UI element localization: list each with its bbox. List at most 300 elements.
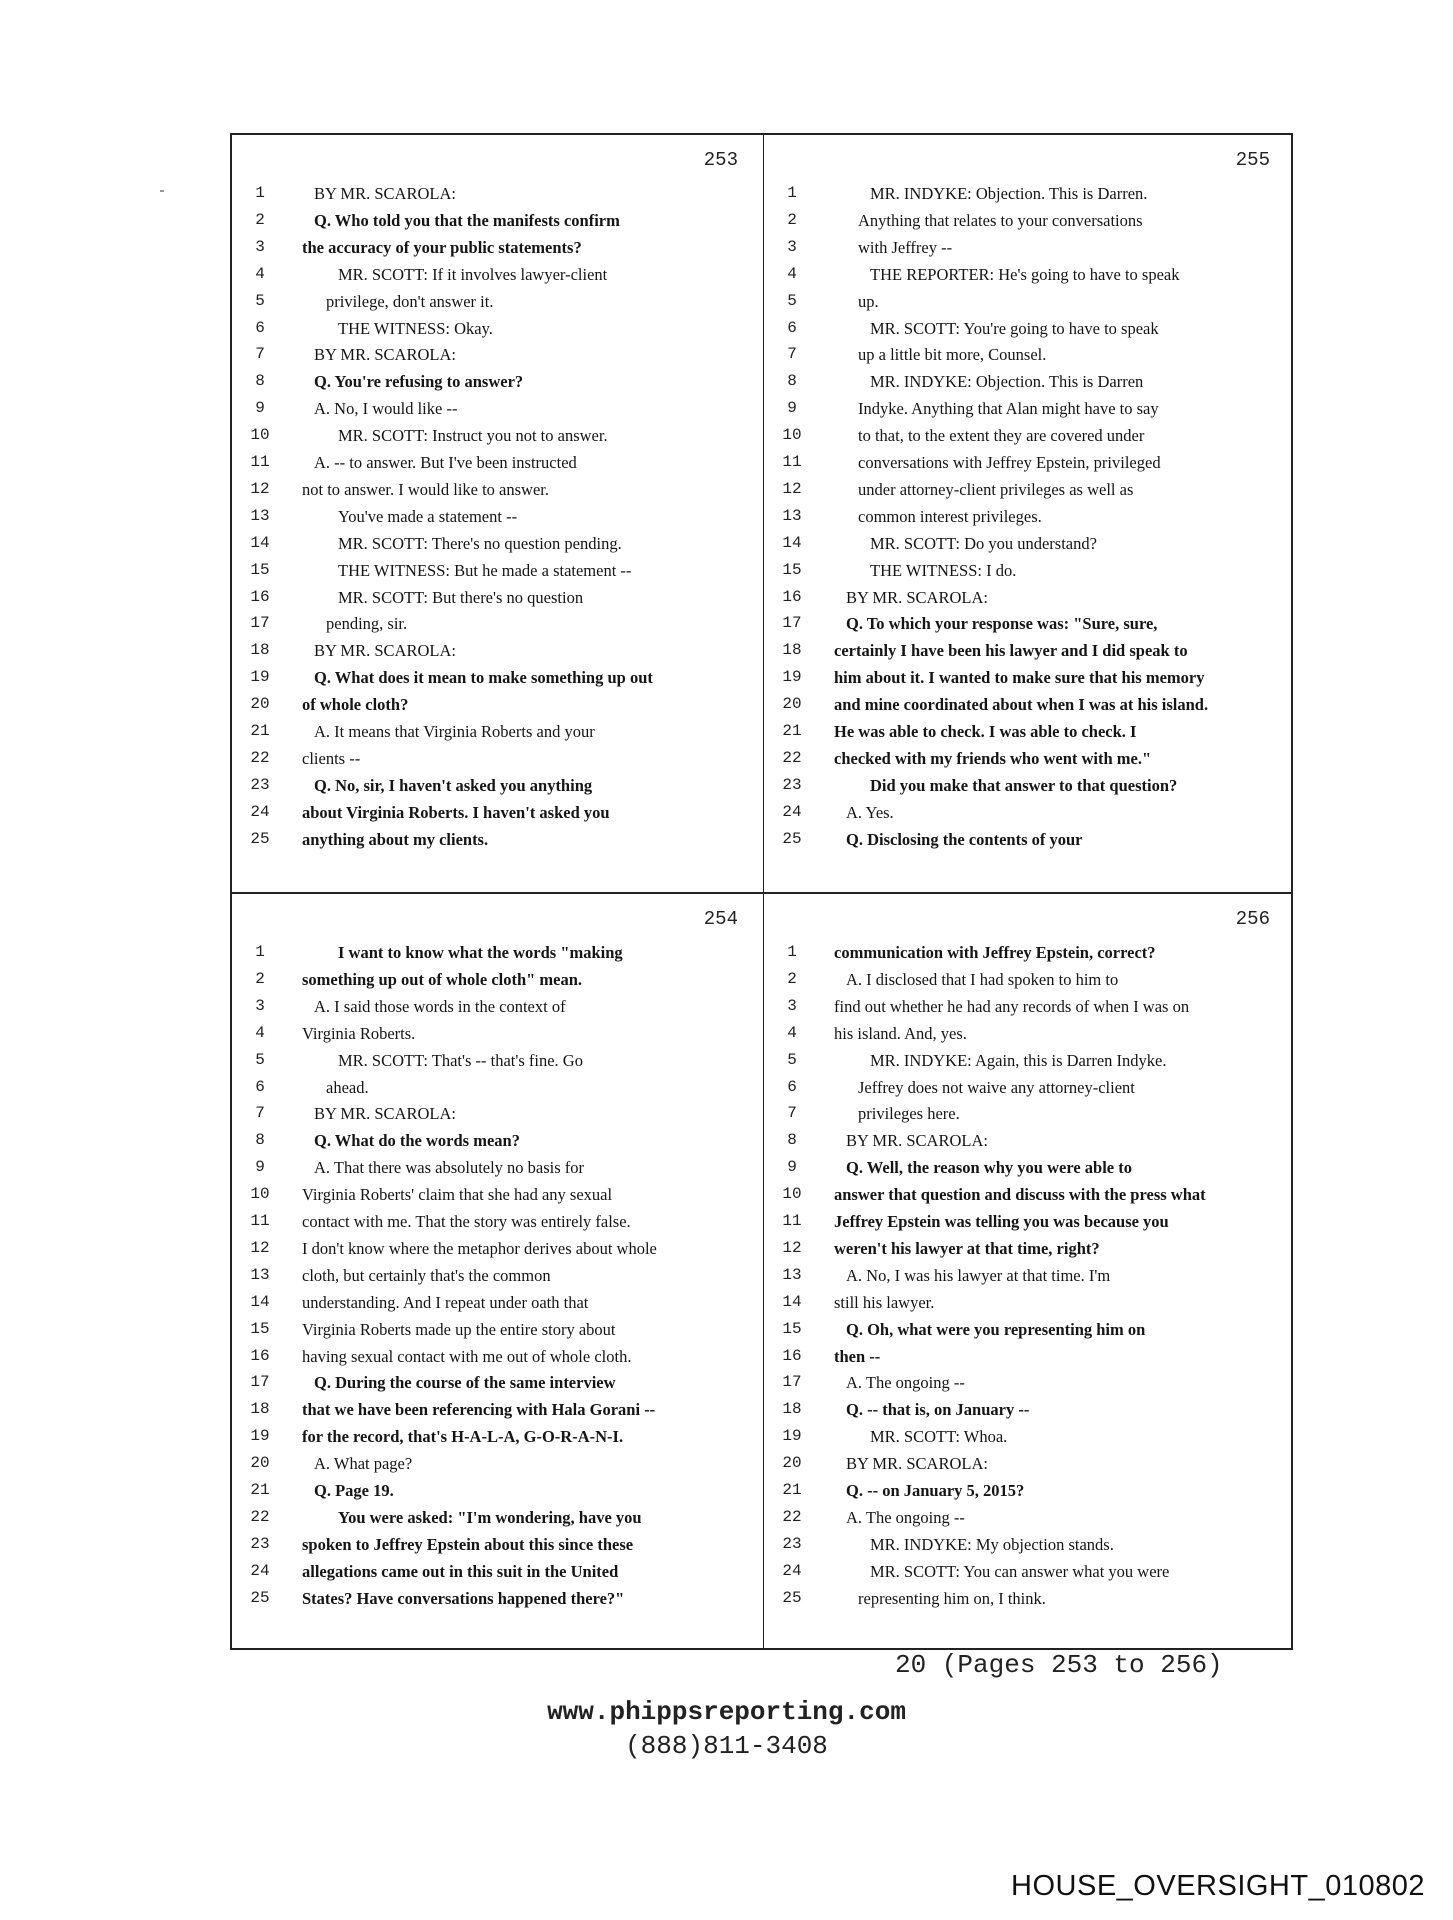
line-text: find out whether he had any records of when I was on — [834, 996, 1190, 1016]
line-text: MR. INDYKE: Again, this is Darren Indyke. — [870, 1050, 1167, 1070]
line-text: A. No, I was his lawyer at that time. I'm — [846, 1265, 1111, 1285]
line-number: 5 — [255, 291, 265, 310]
line-number: 12 — [250, 479, 270, 498]
transcript-line — [764, 691, 1294, 718]
transcript-line — [764, 1450, 1294, 1477]
transcript-line — [232, 1316, 762, 1343]
transcript-line — [232, 1369, 762, 1396]
line-number: 17 — [250, 614, 270, 633]
line-number: 23 — [250, 775, 270, 794]
transcript-line — [764, 966, 1294, 993]
line-number: 9 — [787, 1158, 797, 1177]
line-number: 2 — [787, 210, 797, 229]
line-number: 14 — [250, 1292, 270, 1311]
line-text: You were asked: "I'm wondering, have you — [338, 1507, 642, 1527]
transcript-line — [232, 395, 762, 422]
line-number: 17 — [782, 1373, 802, 1392]
line-number: 5 — [787, 1050, 797, 1069]
line-text: and mine coordinated about when I was at his island. — [834, 695, 1209, 715]
line-number: 22 — [782, 1507, 802, 1526]
line-number: 1 — [787, 184, 797, 202]
line-text: MR. SCOTT: If it involves lawyer-client — [338, 264, 608, 284]
line-text: Virginia Roberts. — [302, 1023, 416, 1043]
line-number: 19 — [250, 1427, 270, 1446]
line-number: 6 — [255, 1077, 265, 1096]
line-text: Jeffrey does not waive any attorney-client — [858, 1077, 1135, 1097]
transcript-line — [232, 368, 762, 395]
line-number: 18 — [782, 1400, 802, 1419]
transcript-line — [764, 610, 1294, 637]
line-number: 1 — [255, 943, 265, 961]
transcript-line — [232, 1423, 762, 1450]
line-number: 16 — [250, 587, 270, 606]
transcript-line — [764, 1531, 1294, 1558]
line-number: 18 — [250, 1400, 270, 1419]
line-text: A. What page? — [314, 1454, 413, 1474]
page-range-footer: 20 (Pages 253 to 256) — [895, 1650, 1223, 1680]
transcript-line — [232, 1585, 762, 1612]
transcript-line — [232, 610, 762, 637]
transcript-line — [764, 530, 1294, 557]
page-number: 253 — [703, 149, 738, 171]
line-text: not to answer. I would like to answer. — [302, 479, 550, 499]
transcript-line — [232, 939, 762, 966]
line-text: certainly I have been his lawyer and I did speak to — [834, 641, 1188, 661]
line-text: THE WITNESS: Okay. — [338, 318, 493, 338]
line-number: 7 — [787, 1104, 797, 1123]
transcript-line — [232, 584, 762, 611]
transcript-line — [764, 1477, 1294, 1504]
line-text: cloth, but certainly that's the common — [302, 1265, 551, 1285]
transcript-line — [764, 1396, 1294, 1423]
reporter-phone: (888)811-3408 — [625, 1731, 828, 1761]
line-text: Virginia Roberts made up the entire story about — [302, 1319, 616, 1339]
transcript-line — [764, 315, 1294, 342]
line-number: 18 — [782, 641, 802, 660]
transcript-line — [232, 341, 762, 368]
transcript-line — [232, 1531, 762, 1558]
transcript-line — [232, 1477, 762, 1504]
transcript-line — [764, 1504, 1294, 1531]
line-number: 13 — [250, 1265, 270, 1284]
line-text: pending, sir. — [326, 614, 408, 634]
transcript-line — [232, 1504, 762, 1531]
transcript-line — [232, 966, 762, 993]
line-number: 14 — [782, 1292, 802, 1311]
transcript-line — [232, 745, 762, 772]
transcript-line — [764, 772, 1294, 799]
page-number: 256 — [1235, 908, 1270, 930]
transcript-line — [764, 1262, 1294, 1289]
line-number: 3 — [255, 996, 265, 1015]
transcript-line — [764, 368, 1294, 395]
line-number: 11 — [250, 1212, 270, 1230]
line-text: Jeffrey Epstein was telling you was because you — [834, 1212, 1169, 1231]
line-text: A. Yes. — [846, 802, 894, 822]
transcript-line — [764, 422, 1294, 449]
transcript-frame — [230, 133, 1293, 1650]
line-number: 4 — [787, 1023, 797, 1042]
line-number: 15 — [250, 560, 270, 579]
transcript-line — [764, 1369, 1294, 1396]
line-number: 20 — [250, 695, 270, 714]
transcript-line — [764, 1289, 1294, 1316]
line-text: You've made a statement -- — [338, 506, 518, 526]
line-number: 13 — [782, 506, 802, 525]
line-text: Virginia Roberts' claim that she had any sexual — [302, 1185, 613, 1205]
transcript-line — [764, 584, 1294, 611]
line-number: 11 — [250, 453, 270, 471]
transcript-line — [232, 530, 762, 557]
transcript-line — [764, 180, 1294, 207]
line-text: MR. SCOTT: Whoa. — [870, 1427, 1008, 1447]
transcript-line — [764, 637, 1294, 664]
page-number: 255 — [1235, 149, 1270, 171]
line-text: Q. During the course of the same interview — [314, 1373, 616, 1393]
line-text: States? Have conversations happened there?" — [302, 1588, 625, 1608]
line-number: 11 — [782, 453, 802, 471]
line-text: I want to know what the words "making — [338, 943, 623, 962]
line-number: 12 — [250, 1238, 270, 1257]
line-number: 15 — [782, 1319, 802, 1338]
line-text: allegations came out in this suit in the United — [302, 1561, 619, 1581]
transcript-line — [232, 772, 762, 799]
line-number: 20 — [250, 1454, 270, 1473]
line-text: MR. SCOTT: Instruct you not to answer. — [338, 426, 608, 446]
transcript-line — [764, 234, 1294, 261]
transcript-line — [232, 1343, 762, 1370]
line-text: then -- — [834, 1346, 881, 1366]
transcript-line — [764, 1343, 1294, 1370]
transcript-line — [764, 395, 1294, 422]
line-number: 9 — [255, 399, 265, 418]
line-number: 16 — [250, 1346, 270, 1365]
transcript-line — [232, 1289, 762, 1316]
transcript-line — [232, 1396, 762, 1423]
transcript-line — [764, 745, 1294, 772]
transcript-line — [232, 718, 762, 745]
line-text: Q. What does it mean to make something up out — [314, 668, 653, 688]
line-text: BY MR. SCAROLA: — [314, 345, 456, 365]
line-number: 9 — [255, 1158, 265, 1177]
line-text: A. No, I would like -- — [314, 399, 458, 419]
transcript-page-253 — [232, 135, 762, 891]
transcript-line — [764, 1127, 1294, 1154]
line-number: 10 — [782, 1185, 802, 1204]
transcript-line — [764, 1154, 1294, 1181]
line-number: 22 — [250, 748, 270, 767]
line-text: to that, to the extent they are covered under — [858, 426, 1145, 446]
line-text: Q. What do the words mean? — [314, 1131, 520, 1151]
line-text: understanding. And I repeat under oath that — [302, 1292, 589, 1312]
line-number: 4 — [787, 264, 797, 283]
transcript-page-254 — [232, 894, 762, 1650]
line-text: Did you make that answer to that question? — [870, 775, 1178, 795]
line-text: about Virginia Roberts. I haven't asked you — [302, 802, 610, 822]
transcript-line — [764, 826, 1294, 853]
line-text: spoken to Jeffrey Epstein about this since these — [302, 1534, 634, 1554]
line-text: representing him on, I think. — [858, 1588, 1046, 1608]
line-number: 24 — [250, 802, 270, 821]
transcript-line — [764, 1235, 1294, 1262]
line-text: that we have been referencing with Hala Gorani -- — [302, 1400, 656, 1420]
line-number: 19 — [782, 668, 802, 687]
transcript-line — [232, 1181, 762, 1208]
line-text: him about it. I wanted to make sure that his memory — [834, 668, 1205, 688]
line-number: 13 — [782, 1265, 802, 1284]
transcript-line — [764, 261, 1294, 288]
transcript-page-256 — [764, 894, 1294, 1650]
transcript-line — [764, 1100, 1294, 1127]
line-number: 5 — [787, 291, 797, 310]
line-text: Q. No, sir, I haven't asked you anything — [314, 775, 593, 795]
line-text: A. It means that Virginia Roberts and your — [314, 722, 595, 741]
line-text: BY MR. SCAROLA: — [314, 641, 456, 661]
line-number: 10 — [250, 1185, 270, 1204]
line-number: 14 — [782, 533, 802, 552]
line-number: 12 — [782, 479, 802, 498]
line-text: THE REPORTER: He's going to have to speak — [870, 264, 1180, 284]
line-number: 10 — [250, 426, 270, 445]
line-number: 3 — [255, 237, 265, 256]
line-number: 8 — [787, 1131, 797, 1150]
line-number: 10 — [782, 426, 802, 445]
line-text: with Jeffrey -- — [858, 237, 953, 257]
line-text: MR. SCOTT: But there's no question — [338, 587, 584, 607]
line-text: MR. INDYKE: Objection. This is Darren. — [870, 184, 1148, 203]
line-number: 16 — [782, 587, 802, 606]
line-number: 17 — [782, 614, 802, 633]
transcript-line — [764, 1558, 1294, 1585]
transcript-line — [764, 449, 1294, 476]
transcript-line — [232, 1235, 762, 1262]
transcript-line — [232, 1450, 762, 1477]
line-text: MR. SCOTT: You're going to have to speak — [870, 318, 1159, 338]
transcript-line — [232, 1262, 762, 1289]
transcript-line — [232, 1558, 762, 1585]
line-text: A. The ongoing -- — [846, 1507, 965, 1527]
line-text: Q. Oh, what were you representing him on — [846, 1319, 1146, 1339]
line-number: 12 — [782, 1238, 802, 1257]
line-text: something up out of whole cloth" mean. — [302, 969, 583, 989]
line-text: of whole cloth? — [302, 695, 409, 715]
transcript-line — [232, 799, 762, 826]
transcript-line — [232, 1074, 762, 1101]
line-number: 3 — [787, 996, 797, 1015]
transcript-line — [764, 557, 1294, 584]
line-text: Q. Well, the reason why you were able to — [846, 1158, 1132, 1178]
line-text: BY MR. SCAROLA: — [314, 184, 456, 203]
line-number: 7 — [787, 345, 797, 364]
line-number: 19 — [782, 1427, 802, 1446]
line-text: up a little bit more, Counsel. — [858, 345, 1047, 365]
transcript-line — [764, 1316, 1294, 1343]
line-number: 24 — [782, 1561, 802, 1580]
line-number: 1 — [255, 184, 265, 202]
line-number: 6 — [787, 318, 797, 337]
line-text: THE WITNESS: I do. — [870, 560, 1017, 580]
line-text: A. I said those words in the context of — [314, 996, 566, 1016]
line-number: 7 — [255, 1104, 265, 1123]
transcript-line — [764, 503, 1294, 530]
line-text: BY MR. SCAROLA: — [846, 1131, 988, 1151]
transcript-page-255 — [764, 135, 1294, 891]
line-text: weren't his lawyer at that time, right? — [834, 1238, 1100, 1258]
line-text: Q. Who told you that the manifests confirm — [314, 210, 620, 230]
stray-mark — [160, 190, 164, 192]
transcript-line — [764, 341, 1294, 368]
line-text: checked with my friends who went with me." — [834, 748, 1152, 768]
transcript-line — [232, 1208, 762, 1235]
line-text: Q. To which your response was: "Sure, sure, — [846, 614, 1158, 634]
line-text: his island. And, yes. — [834, 1023, 967, 1043]
line-number: 22 — [782, 748, 802, 767]
line-number: 23 — [782, 1534, 802, 1553]
line-number: 22 — [250, 1507, 270, 1526]
transcript-line — [232, 1100, 762, 1127]
line-text: Indyke. Anything that Alan might have to say — [858, 399, 1159, 419]
line-text: Q. -- that is, on January -- — [846, 1400, 1030, 1420]
line-number: 4 — [255, 1023, 265, 1042]
line-text: conversations with Jeffrey Epstein, privileged — [858, 453, 1161, 472]
line-number: 25 — [250, 829, 270, 848]
line-text: ahead. — [326, 1077, 369, 1097]
transcript-line — [764, 1047, 1294, 1074]
line-text: the accuracy of your public statements? — [302, 237, 582, 257]
transcript-line — [232, 1127, 762, 1154]
line-text: for the record, that's H-A-L-A, G-O-R-A-N-I. — [302, 1427, 624, 1447]
transcript-line — [764, 1585, 1294, 1612]
line-text: BY MR. SCAROLA: — [846, 587, 988, 607]
line-number: 8 — [255, 1131, 265, 1150]
line-number: 24 — [782, 802, 802, 821]
line-number: 15 — [250, 1319, 270, 1338]
transcript-line — [232, 449, 762, 476]
line-number: 5 — [255, 1050, 265, 1069]
line-number: 21 — [250, 1481, 270, 1499]
transcript-line — [232, 1020, 762, 1047]
line-number: 3 — [787, 237, 797, 256]
line-text: Q. Disclosing the contents of your — [846, 829, 1083, 849]
line-text: I don't know where the metaphor derives about whole — [302, 1238, 657, 1258]
transcript-line — [764, 476, 1294, 503]
page-number: 254 — [703, 908, 738, 930]
transcript-line — [764, 939, 1294, 966]
line-number: 20 — [782, 1454, 802, 1473]
line-number: 25 — [782, 829, 802, 848]
line-text: MR. INDYKE: My objection stands. — [870, 1534, 1114, 1554]
line-text: He was able to check. I was able to check. I — [834, 722, 1137, 741]
line-text: THE WITNESS: But he made a statement -- — [338, 560, 632, 580]
line-text: anything about my clients. — [302, 829, 489, 849]
line-text: MR. SCOTT: That's -- that's fine. Go — [338, 1050, 583, 1070]
transcript-line — [232, 422, 762, 449]
line-text: Anything that relates to your conversations — [858, 210, 1143, 230]
line-text: having sexual contact with me out of whole cloth. — [302, 1346, 632, 1366]
line-number: 9 — [787, 399, 797, 418]
line-text: Q. Page 19. — [314, 1481, 394, 1500]
transcript-line — [764, 207, 1294, 234]
line-number: 21 — [782, 1481, 802, 1499]
line-number: 11 — [782, 1212, 802, 1230]
line-text: clients -- — [302, 748, 361, 768]
transcript-line — [232, 315, 762, 342]
transcript-line — [764, 718, 1294, 745]
line-number: 25 — [250, 1588, 270, 1607]
transcript-line — [232, 664, 762, 691]
line-number: 13 — [250, 506, 270, 525]
line-number: 8 — [787, 372, 797, 391]
transcript-line — [232, 557, 762, 584]
line-number: 15 — [782, 560, 802, 579]
line-text: Q. You're refusing to answer? — [314, 372, 524, 392]
line-number: 4 — [255, 264, 265, 283]
line-number: 7 — [255, 345, 265, 364]
transcript-line — [232, 637, 762, 664]
transcript-line — [232, 1047, 762, 1074]
line-text: answer that question and discuss with the press what — [834, 1185, 1206, 1205]
line-text: MR. INDYKE: Objection. This is Darren — [870, 372, 1144, 392]
transcript-line — [764, 1423, 1294, 1450]
line-number: 16 — [782, 1346, 802, 1365]
line-number: 24 — [250, 1561, 270, 1580]
line-text: BY MR. SCAROLA: — [314, 1104, 456, 1124]
line-text: A. I disclosed that I had spoken to him to — [846, 969, 1119, 989]
line-text: up. — [858, 291, 879, 311]
reporter-url: www.phippsreporting.com — [547, 1697, 906, 1727]
line-text: privilege, don't answer it. — [326, 291, 494, 311]
transcript-line — [232, 503, 762, 530]
transcript-line — [764, 1074, 1294, 1101]
line-text: MR. SCOTT: You can answer what you were — [870, 1561, 1170, 1581]
transcript-line — [232, 476, 762, 503]
transcript-line — [764, 664, 1294, 691]
line-text: contact with me. That the story was entirely false. — [302, 1212, 631, 1231]
line-text: under attorney-client privileges as well as — [858, 479, 1134, 499]
line-text: privileges here. — [858, 1104, 960, 1124]
line-number: 2 — [255, 969, 265, 988]
transcript-line — [232, 993, 762, 1020]
transcript-line — [764, 1020, 1294, 1047]
transcript-line — [232, 691, 762, 718]
transcript-line — [232, 234, 762, 261]
line-text: MR. SCOTT: Do you understand? — [870, 533, 1097, 553]
line-number: 23 — [782, 775, 802, 794]
line-number: 8 — [255, 372, 265, 391]
line-text: communication with Jeffrey Epstein, correct? — [834, 943, 1156, 962]
line-number: 2 — [787, 969, 797, 988]
transcript-line — [232, 180, 762, 207]
transcript-line — [232, 207, 762, 234]
transcript-line — [764, 993, 1294, 1020]
bates-number: HOUSE_OVERSIGHT_010802 — [1011, 1870, 1425, 1902]
line-text: common interest privileges. — [858, 506, 1042, 526]
line-number: 6 — [255, 318, 265, 337]
line-number: 6 — [787, 1077, 797, 1096]
line-text: still his lawyer. — [834, 1292, 935, 1312]
transcript-line — [232, 826, 762, 853]
line-number: 18 — [250, 641, 270, 660]
transcript-line — [232, 288, 762, 315]
line-number: 2 — [255, 210, 265, 229]
transcript-line — [764, 1181, 1294, 1208]
line-number: 25 — [782, 1588, 802, 1607]
transcript-line — [764, 1208, 1294, 1235]
line-text: A. The ongoing -- — [846, 1373, 965, 1393]
line-text: MR. SCOTT: There's no question pending. — [338, 533, 622, 553]
line-text: BY MR. SCAROLA: — [846, 1454, 988, 1474]
line-number: 23 — [250, 1534, 270, 1553]
